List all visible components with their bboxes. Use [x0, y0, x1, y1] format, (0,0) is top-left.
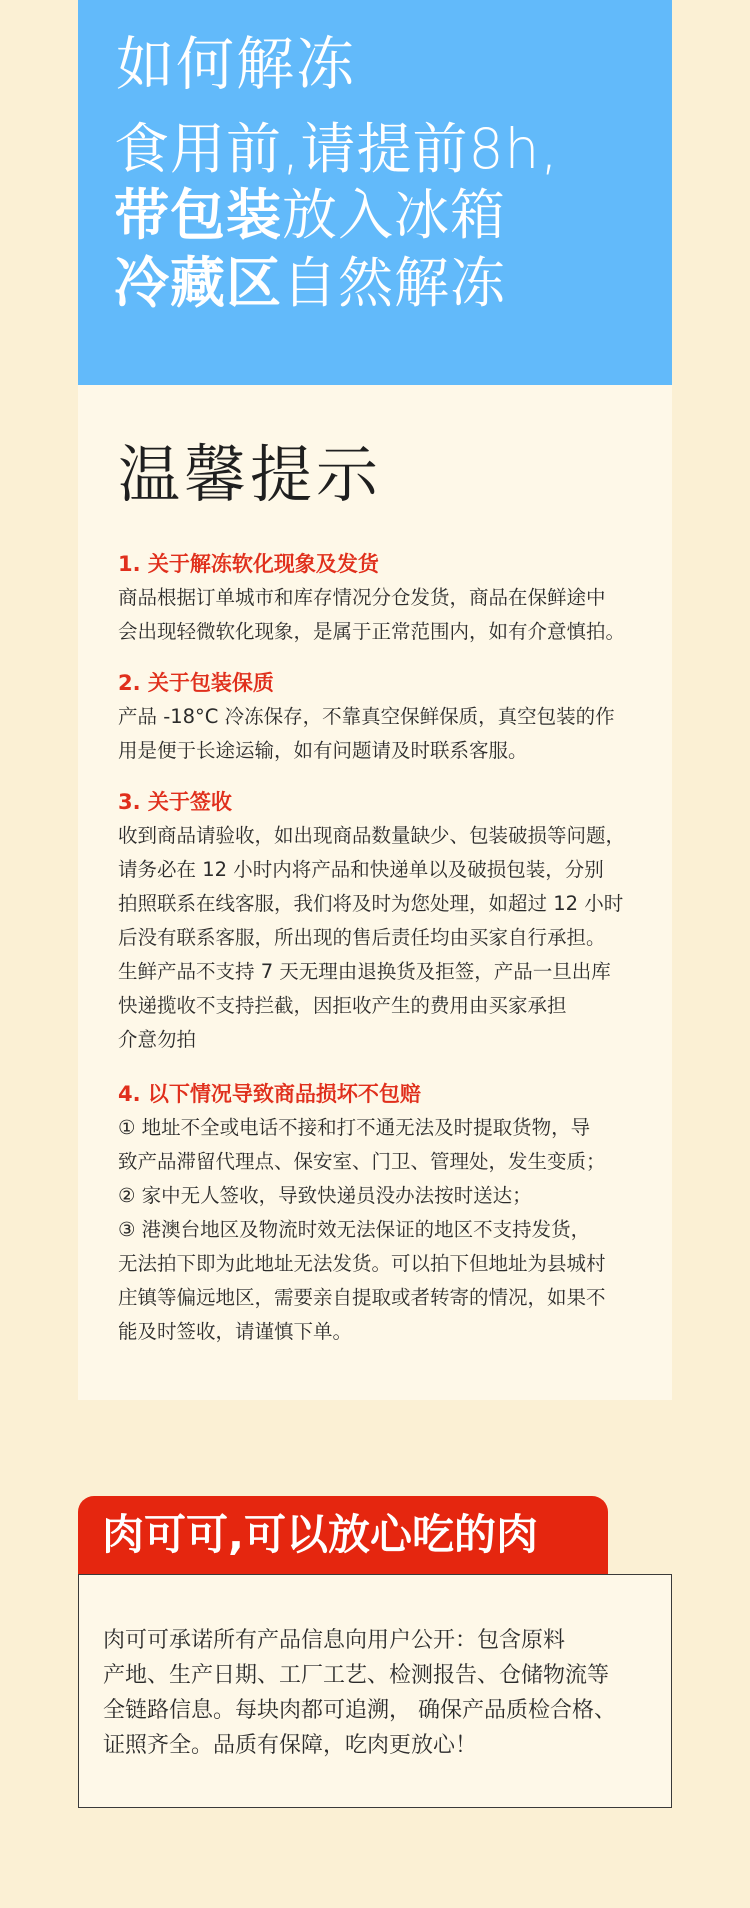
tip-4-line: 致产品滞留代理点、保安室、门卫、管理处，发生变质；	[118, 1150, 606, 1173]
thaw-line-2-bold: 带包装	[114, 183, 283, 247]
promise-line: 产地、生产日期、工厂工艺、检测报告、仓储物流等	[103, 1663, 610, 1688]
tip-3-line: 拍照联系在线客服，我们将及时为您处理，如超过 12 小时	[118, 892, 624, 915]
tip-1-line: 会出现轻微软化现象，是属于正常范围内，如有介意慎拍。	[118, 620, 626, 643]
promise-body	[103, 1623, 663, 1763]
tip-4-line: ① 地址不全或电话不接和打不通无法及时提取货物，导	[118, 1116, 591, 1139]
promise-line: 证照齐全。品质有保障，吃肉更放心！	[103, 1733, 478, 1758]
tips-section	[78, 385, 672, 1400]
tip-2-body	[118, 700, 648, 768]
thaw-line-3-bold: 冷藏区	[114, 251, 283, 315]
thaw-line-2-rest: 放入冰箱	[282, 183, 507, 247]
tip-3-line: 生鲜产品不支持 7 天无理由退换货及拒签，产品一旦出库	[118, 960, 611, 983]
tips-title: 温馨提示	[118, 438, 383, 511]
thaw-line-1: 食用前,请提前8h,	[114, 117, 559, 181]
promise-line: 全链路信息。每块肉都可追溯， 确保产品质检合格、	[103, 1698, 616, 1723]
tip-3-line: 后没有联系客服，所出现的售后责任均由买家自行承担。	[118, 926, 606, 949]
tip-2-heading: 2. 关于包装保质	[118, 671, 274, 695]
tip-1-line: 商品根据订单城市和库存情况分仓发货，商品在保鲜途中	[118, 586, 606, 609]
tip-4-line: ② 家中无人签收，导致快递员没办法按时送达；	[118, 1184, 532, 1207]
tip-4-body	[118, 1111, 648, 1349]
tip-2-line: 用是便于长途运输，如有问题请及时联系客服。	[118, 739, 528, 762]
tip-1-body	[118, 581, 648, 649]
thaw-line-3	[114, 252, 506, 314]
thaw-title: 如何解冻	[116, 30, 357, 98]
promise-banner	[78, 1496, 608, 1574]
thaw-line-3-rest: 自然解冻	[282, 251, 507, 315]
thaw-section	[78, 0, 672, 385]
tip-3-line: 收到商品请验收，如出现商品数量缺少、包装破损等问题，	[118, 824, 626, 847]
tip-4-line: 庄镇等偏远地区，需要亲自提取或者转寄的情况，如果不	[118, 1286, 606, 1309]
tip-3-line: 快递揽收不支持拦截，因拒收产生的费用由买家承担	[118, 994, 567, 1017]
tip-1-heading: 1. 关于解冻软化现象及发货	[118, 552, 379, 576]
promise-box	[78, 1574, 672, 1808]
tip-4-line: ③ 港澳台地区及物流时效无法保证的地区不支持发货，	[118, 1218, 591, 1241]
tip-4-line: 无法拍下即为此地址无法发货。可以拍下但地址为县城村	[118, 1252, 606, 1275]
tip-3-line: 请务必在 12 小时内将产品和快递单以及破损包装，分别	[118, 858, 604, 881]
tip-3-line: 介意勿拍	[118, 1028, 197, 1051]
promise-line: 肉可可承诺所有产品信息向用户公开：包含原料	[103, 1628, 566, 1653]
thaw-line-2	[114, 184, 506, 246]
tip-2-line: 产品 -18°C 冷冻保存，不靠真空保鲜保质，真空包装的作	[118, 705, 615, 728]
tip-3-heading: 3. 关于签收	[118, 790, 232, 814]
tip-4-line: 能及时签收，请谨慎下单。	[118, 1320, 353, 1343]
tip-3-body	[118, 819, 648, 1057]
tip-4-heading: 4. 以下情况导致商品损坏不包赔	[118, 1082, 421, 1106]
promise-banner-title: 肉可可,可以放心吃的肉	[102, 1510, 538, 1559]
